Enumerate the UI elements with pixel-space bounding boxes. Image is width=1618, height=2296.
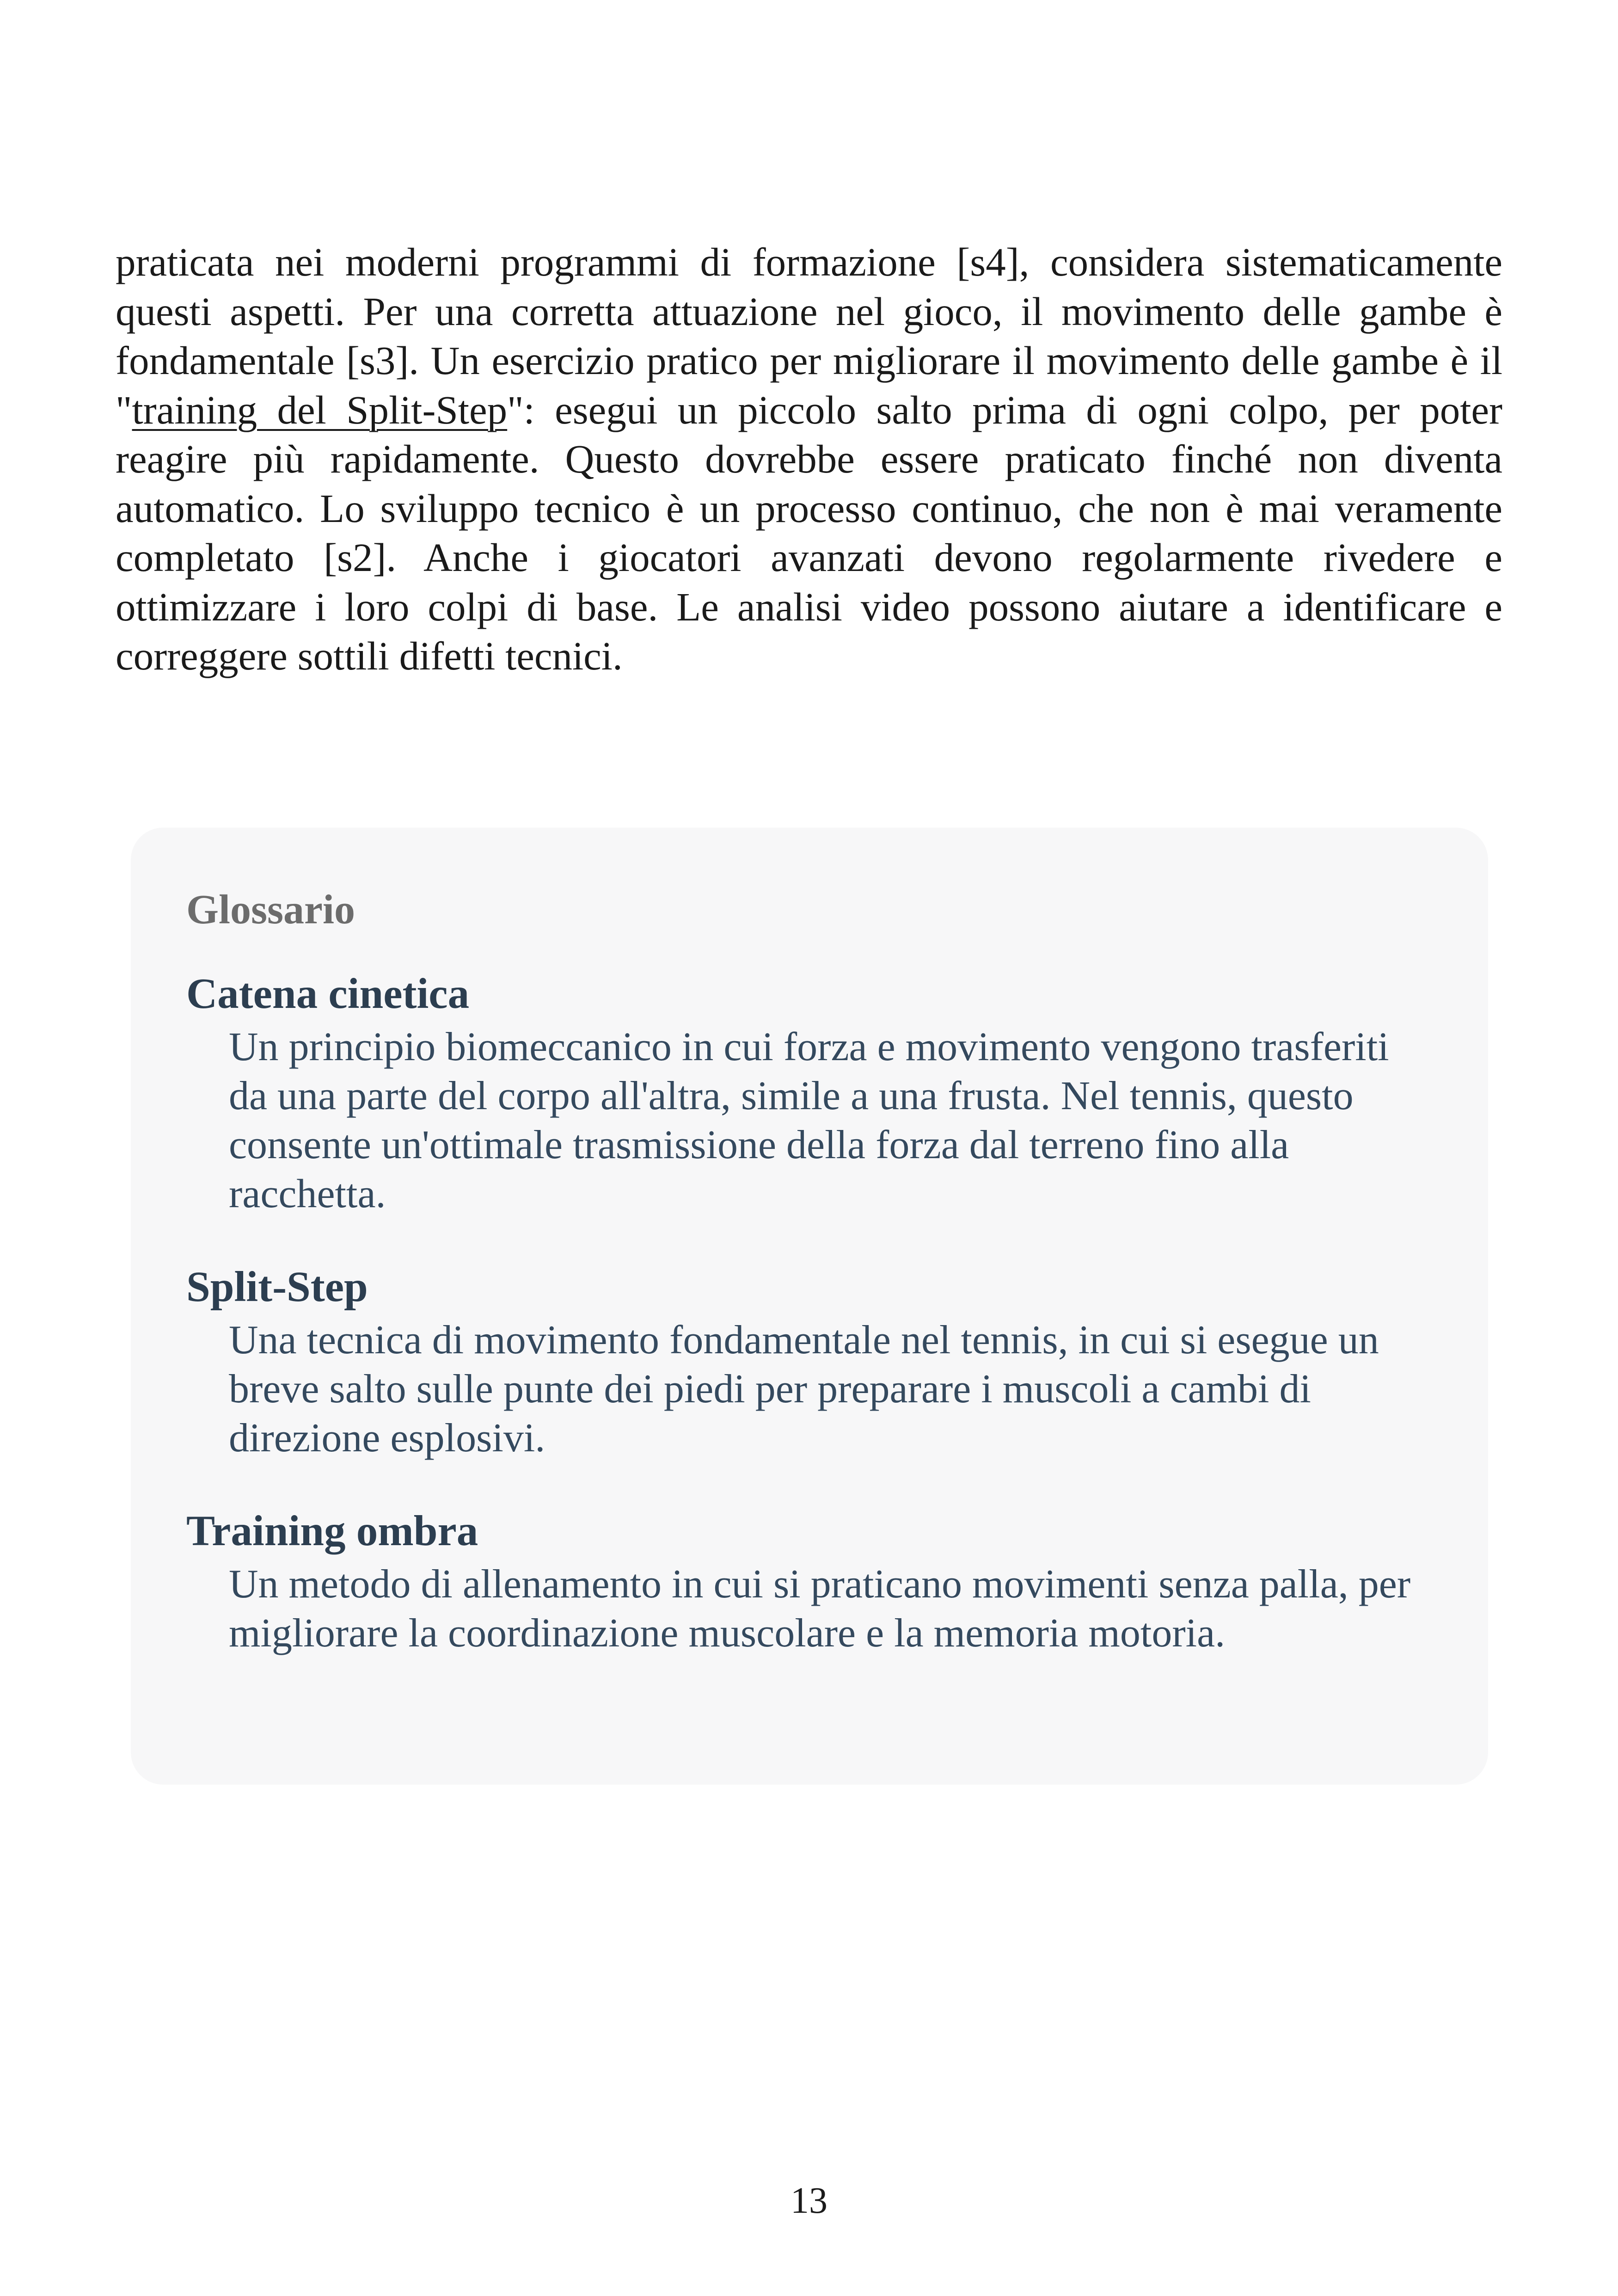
glossary-term: Catena cinetica: [186, 970, 470, 1018]
body-text-start: praticata nei moderni programmi di formazione [s4], considera sistematicamente questi aspetti. Per una corretta attuazione nel gioco, il movimento delle gambe è fondamentale [s3]. Un esercizio pratico per migliorare il movimento delle gambe è il ": [116, 239, 1502, 432]
glossary-box: [131, 828, 1488, 1785]
page-number: 13: [791, 2180, 827, 2221]
glossary-term: Split-Step: [186, 1263, 368, 1311]
glossary-definition: Una tecnica di movimento fondamentale nel tennis, in cui si esegue un breve salto sulle punte dei piedi per preparare i muscoli a cambi di direzione esplosivi.: [229, 1318, 1379, 1461]
body-paragraph: [116, 238, 1502, 681]
glossary-definition: Un metodo di allenamento in cui si praticano movimenti senza palla, per migliorare la coordinazione muscolare e la memoria motoria.: [229, 1562, 1411, 1656]
glossary-title: Glossario: [186, 887, 355, 933]
body-text-end: ": esegui un piccolo salto prima di ogni colpo, per poter reagire più rapidamente. Questo dovrebbe essere praticato finché non diventa automatico. Lo sviluppo tecnico è un processo continuo, che non è mai veramente completato [s2]. Anche i giocatori avanzati devono regolarmente rivedere e ottimizzare i loro colpi di base. Le analisi video possono aiutare a identificare e correggere sottili difetti tecnici.: [116, 387, 1502, 678]
glossary-definition: Un principio biomeccanico in cui forza e movimento vengono trasferiti da una parte del corpo all'altra, simile a una frusta. Nel tennis, questo consente un'ottimale trasmissione della forza dal terreno fino alla racchetta.: [229, 1025, 1389, 1216]
glossary-term: Training ombra: [186, 1507, 478, 1555]
split-step-training-link[interactable]: training del Split-Step: [132, 387, 508, 432]
